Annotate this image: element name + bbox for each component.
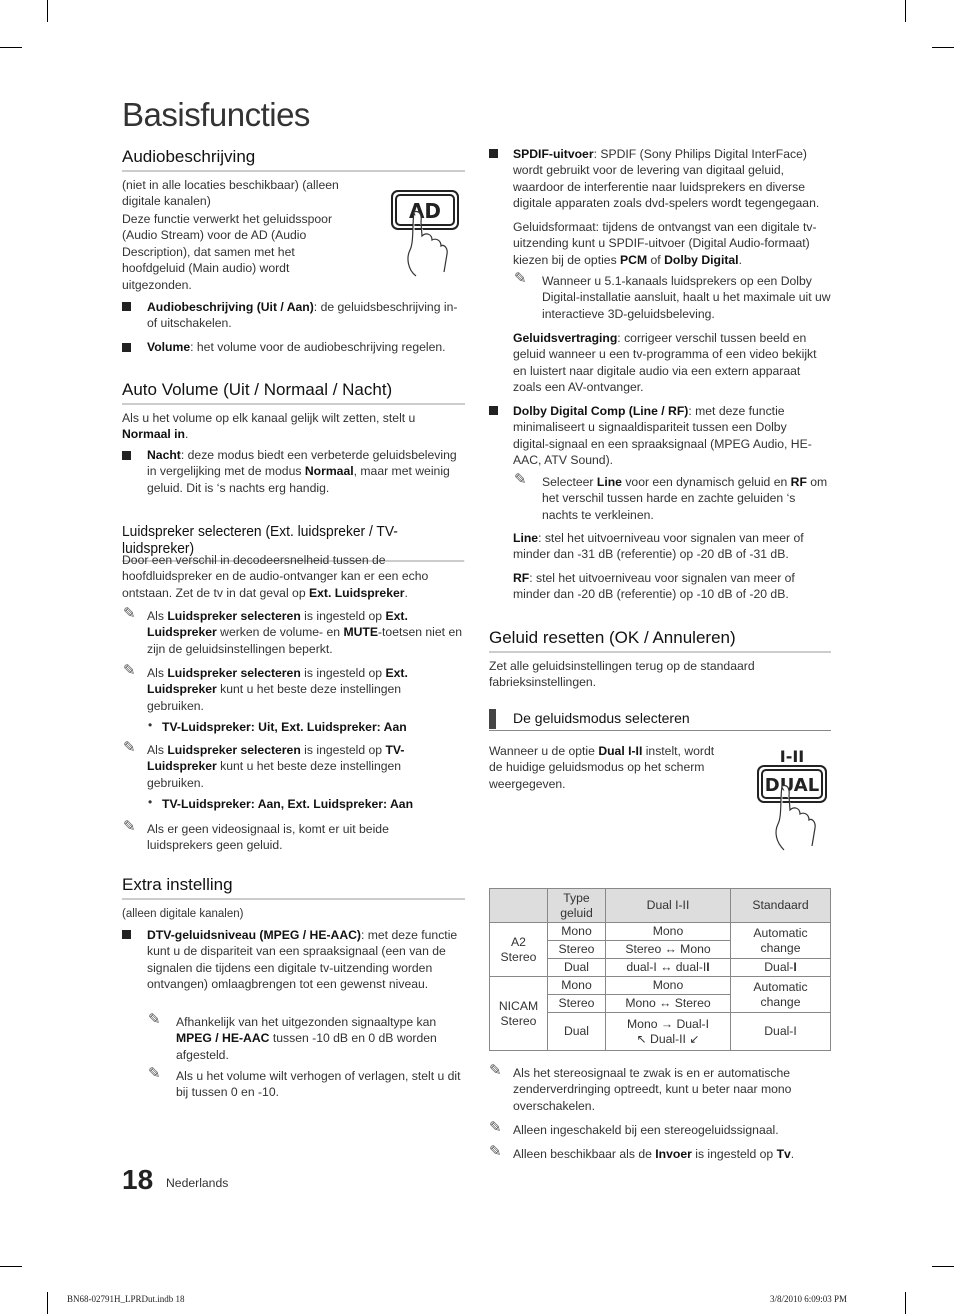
table-cell: Mono xyxy=(548,977,606,995)
table-header-standard: Standaard xyxy=(731,889,831,923)
spdif-note: Wanneer u 5.1-kanaals luidsprekers op een Dolby Digital-installatie aansluit, haalt u het maximale uit uw interactieve 3D-geluidsbeleving. xyxy=(542,274,831,321)
dtv-note-2: Als u het volume wilt verhogen of verlagen, stelt u dit bij tussen 0 en -10. xyxy=(176,1069,461,1100)
sound-mode-subheading: De geluidsmodus selecteren xyxy=(513,710,690,726)
speaker-note-3: Als Luidspreker selecteren is ingesteld op TV-Luidspreker kunt u het beste deze instellingen gebruiken. xyxy=(147,743,405,790)
audio-desc-text: Deze functie verwerkt het geluidsspoor (Audio Stream) voor de AD (Audio Description), dat samen met het hoofdgeluid (Main audio) wordt uitgezonden. xyxy=(122,212,333,292)
reset-heading: Geluid resetten (OK / Annuleren) xyxy=(489,628,831,653)
bullet-icon xyxy=(489,149,498,158)
subheading-bar xyxy=(489,709,496,729)
dtv-note-1: Afhankelijk van het uitgezonden signaaltype kan MPEG / HE-AAC tussen -10 dB en 0 dB worden afgesteld. xyxy=(176,1015,437,1062)
table-header-blank xyxy=(490,889,548,923)
subheading-rule xyxy=(489,730,831,731)
bullet-dot: • xyxy=(148,718,153,732)
ad-label: AD xyxy=(408,199,442,223)
table-cell: dual-I ↔ dual-II xyxy=(606,959,731,977)
table-cell: Mono ↔ Stereo xyxy=(606,995,731,1013)
sound-mode-table xyxy=(489,888,831,1051)
table-header-dual: Dual I-II xyxy=(606,889,731,923)
table-cell-nicam: NICAM Stereo xyxy=(490,977,548,1051)
crop-mark xyxy=(0,1266,22,1267)
crop-mark xyxy=(47,0,48,22)
bullet-icon xyxy=(122,343,131,352)
crop-mark xyxy=(905,0,906,22)
footer-datetime: 3/8/2010 6:09:03 PM xyxy=(770,1294,848,1304)
audio-desc-toggle-item: Audiobeschrijving (Uit / Aan): de geluidsbeschrijving in- of uitschakelen. xyxy=(147,300,458,331)
speaker-note-2-setting: TV-Luidspreker: Uit, Ext. Luidspreker: Aan xyxy=(162,720,407,734)
sound-mode-text: Wanneer u de optie Dual I-II instelt, wordt de huidige geluidsmodus op het scherm weergegeven. xyxy=(489,744,715,791)
table-cell: Mono xyxy=(548,923,606,941)
crop-mark xyxy=(0,47,22,48)
table-header-type: Type geluid xyxy=(548,889,606,923)
dolby-line-text: Line: stel het uitvoerniveau voor signalen van meer of minder dan -31 dB (referentie) op -20 dB of -31 dB. xyxy=(513,531,804,562)
bullet-dot: • xyxy=(148,795,153,809)
bullet-icon xyxy=(122,930,131,939)
sound-delay-text: Geluidsvertraging: corrigeer verschil tussen beeld en geluid wanneer u een tv-programma of een video bekijkt en luistert naar digitale audio via een extern apparaat zoals een AV-ontvanger. xyxy=(513,331,817,395)
note-pencil-icon: ✎ xyxy=(514,270,527,287)
bullet-icon xyxy=(489,406,498,415)
note-pencil-icon: ✎ xyxy=(123,662,136,679)
speaker-heading: Luidspreker selecteren (Ext. luidspreker / TV-luidspreker) xyxy=(122,523,464,562)
audio-desc-volume-item: Volume: het volume voor de audiobeschrijving regelen. xyxy=(147,340,446,354)
auto-volume-heading: Auto Volume (Uit / Normaal / Nacht) xyxy=(122,380,465,405)
speaker-note-3-setting: TV-Luidspreker: Aan, Ext. Luidspreker: Aan xyxy=(162,797,414,811)
table-note-2: Alleen ingeschakeld bij een stereogeluidssignaal. xyxy=(513,1123,779,1137)
table-cell: Stereo xyxy=(548,995,606,1013)
speaker-note-4: Als er geen videosignaal is, komt er uit beide luidsprekers geen geluid. xyxy=(147,822,389,853)
dolby-note: Selecteer Line voor een dynamisch geluid en RF om het verschil tussen harde en zachte geluiden ‘s nachts te verkleinen. xyxy=(542,475,828,522)
table-cell: Stereo ↔ Mono xyxy=(606,941,731,959)
bullet-icon xyxy=(122,302,131,311)
extra-heading: Extra instelling xyxy=(122,875,465,900)
table-cell: Mono → Dual-I ↖ Dual-II ↙ xyxy=(606,1013,731,1051)
crop-mark xyxy=(932,1266,954,1267)
note-pencil-icon: ✎ xyxy=(148,1011,161,1028)
bullet-icon xyxy=(122,451,131,460)
table-cell: Dual-I xyxy=(731,1013,831,1051)
note-pencil-icon: ✎ xyxy=(489,1143,502,1160)
table-cell: Dual-I xyxy=(731,959,831,977)
table-cell: Stereo xyxy=(548,941,606,959)
audio-desc-note: (niet in alle locaties beschikbaar) (alleen digitale kanalen) xyxy=(122,178,339,209)
crop-mark xyxy=(905,1292,906,1314)
dolby-rf-text: RF: stel het uitvoerniveau voor signalen van meer of minder dan -20 dB (referentie) op -10 dB of -20 dB. xyxy=(513,571,795,602)
note-pencil-icon: ✎ xyxy=(514,471,527,488)
crop-mark xyxy=(932,47,954,48)
page-title: Basisfuncties xyxy=(122,96,310,133)
table-cell: Automatic change xyxy=(731,923,831,959)
dual-top-label: I-II xyxy=(779,747,805,766)
speaker-note-1: Als Luidspreker selecteren is ingesteld op Ext. Luidspreker werken de volume- en MUTE-toetsen niet en zijn de geluidsinstellingen beperkt. xyxy=(147,609,462,656)
table-cell-a2: A2 Stereo xyxy=(490,923,548,977)
speaker-text: Door een verschil in decodeersnelheid tussen de hoofdluidspreker en de audio-ontvanger kan er een echo ontstaan. Zet de tv in dat geval op Ext. Luidspreker. xyxy=(122,553,429,600)
audio-desc-heading: Audiobeschrijving xyxy=(122,147,465,172)
ad-button-icon xyxy=(386,186,466,278)
dtv-level-item: DTV-geluidsniveau (MPEG / HE-AAC): met deze functie kunt u de dispariteit van een spraaksignaal (een van de signalen die tijdens een digitale tv-uitzending worden ontvangen) omlaagbrengen tot een gewenst niveau. xyxy=(147,928,458,992)
auto-volume-night-item: Nacht: deze modus biedt een verbeterde geluidsbeleving in vergelijking met de modus Normaal, maar met weinig geluid. Dit is ‘s nachts erg handig. xyxy=(147,448,457,495)
speaker-note-2: Als Luidspreker selecteren is ingesteld op Ext. Luidspreker kunt u het beste deze instellingen gebruiken. xyxy=(147,666,408,713)
table-cell: Mono xyxy=(606,923,731,941)
footer-file: BN68-02791H_LPRDut.indb 18 xyxy=(67,1294,185,1304)
dolby-comp-item: Dolby Digital Comp (Line / RF): met deze functie minimaliseert u signaaldispariteit tussen een Dolby digital-signaal en een spraaksignaal (MPEG Audio, HE-AAC, ATV Sound). xyxy=(513,404,812,468)
note-pencil-icon: ✎ xyxy=(123,739,136,756)
note-pencil-icon: ✎ xyxy=(123,605,136,622)
table-cell: Automatic change xyxy=(731,977,831,1013)
table-cell: Dual xyxy=(548,959,606,977)
table-cell: Dual xyxy=(548,1013,606,1051)
table-note-3: Alleen beschikbaar als de Invoer is ingesteld op Tv. xyxy=(513,1147,795,1161)
dual-button-icon xyxy=(754,742,834,852)
note-pencil-icon: ✎ xyxy=(489,1119,502,1136)
table-note-1: Als het stereosignaal te zwak is en er automatische zenderverdringing optreedt, kunt u beter naar mono overschakelen. xyxy=(513,1066,792,1113)
spdif-format-text: Geluidsformaat: tijdens de ontvangst van een digitale tv-uitzending kunt u SPDIF-uitvoer (Digital Audio-formaat) kiezen bij de opties PCM of Dolby Digital. xyxy=(513,220,817,267)
reset-text: Zet alle geluidsinstellingen terug op de standaard fabrieksinstellingen. xyxy=(489,659,755,690)
dual-label: DUAL xyxy=(764,775,820,796)
page-number: 18 xyxy=(122,1164,154,1195)
spdif-item: SPDIF-uitvoer: SPDIF (Sony Philips Digital InterFace) wordt gebruikt voor de levering van digitaal geluid, waardoor de interferentie naar luidsprekers en diverse digitale apparaten zoals dvd-spelers wordt tegengegaan. xyxy=(513,147,820,211)
note-pencil-icon: ✎ xyxy=(123,818,136,835)
auto-volume-text: Als u het volume op elk kanaal gelijk wilt zetten, stelt u Normaal in. xyxy=(122,411,416,442)
crop-mark xyxy=(47,1292,48,1314)
table-cell: Mono xyxy=(606,977,731,995)
extra-note: (alleen digitale kanalen) xyxy=(122,908,244,920)
note-pencil-icon: ✎ xyxy=(489,1062,502,1079)
note-pencil-icon: ✎ xyxy=(148,1065,161,1082)
page-language: Nederlands xyxy=(166,1176,229,1190)
